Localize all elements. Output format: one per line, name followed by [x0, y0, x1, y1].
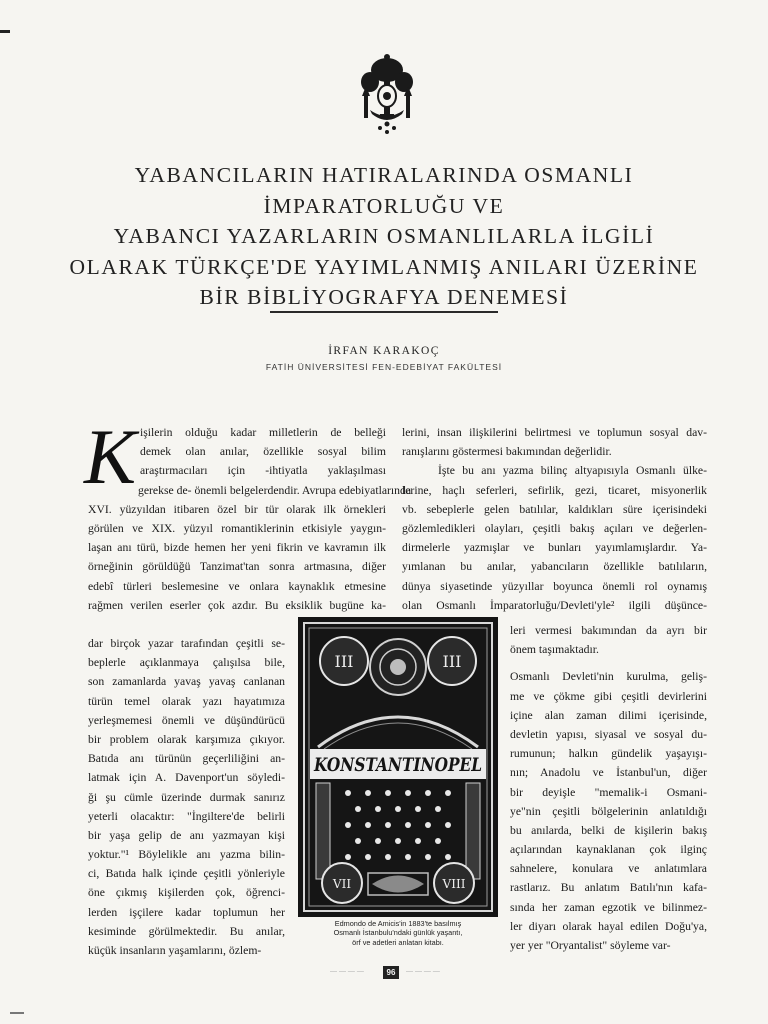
figure-caption — [296, 919, 500, 947]
text-line: dar birçok yazar tarafından çeşitli se- — [88, 637, 285, 650]
title-line: İMPARATORLUĞU VE — [263, 193, 505, 218]
caption-line: Edmondo de Amicis'in 1883'te basılmış — [334, 919, 462, 928]
cover-numeral: III — [442, 652, 462, 671]
book-cover-figure — [298, 617, 498, 917]
text-line: laşan anı türü, bizde hemen her yeni fikrin ve kavramın ilk — [88, 541, 386, 555]
cover-numeral: III — [334, 652, 354, 671]
title-line: BİR BİBLİYOGRAFYA DENEMESİ — [199, 285, 569, 309]
text-line: XVI. yüzyıldan itibaren özel bir tür olarak ilk örnekleri — [88, 502, 386, 516]
text-line: açılarından kaynaklanan çok ilginç — [510, 843, 707, 857]
cover-numeral: VII — [332, 877, 352, 891]
cover-title: KONSTANTINOPEL — [313, 754, 482, 776]
text-line: yeterli olacaktır: "İngiltere'de belirli — [88, 809, 285, 823]
text-line: içine alan zaman dilimi içerisinde, — [510, 708, 707, 722]
title-divider — [270, 311, 498, 313]
text-line: rastlarız. Bu anlatım Batılı'nın kafa- — [510, 881, 707, 895]
text-line: ler diyarı olarak hayal edilen Doğu'ya, — [510, 919, 707, 933]
caption-line: örf ve adetleri anlatan kitabı. — [352, 937, 444, 947]
text-line: bu anılarda, belki de kişilerin bakış — [510, 823, 707, 837]
text-line: rumunun; halkın gündelik yaşayışı- — [510, 747, 707, 761]
text-line: demek olan anılar, özellikle sosyal bilim — [140, 445, 386, 459]
body-column-left-lower — [88, 634, 285, 960]
text-line: bir deyişle "memalik-i Osmani- — [510, 785, 707, 799]
page-footer — [310, 966, 460, 980]
body-column-right-top — [402, 423, 707, 615]
text-line: görülen ve XIX. yüzyıl romantiklerinin etkisiyle yaygın- — [88, 521, 386, 535]
text-line: sında her zaman egzotik ve bilinmez- — [510, 900, 707, 914]
text-line: işilerin olduğu kadar milletlerin de belleği — [140, 426, 386, 439]
text-line: türün temel olarak yazı hayatımıza — [88, 694, 285, 708]
cover-numeral: VIII — [442, 877, 466, 891]
text-line: beplerle açıklanmaya çalışılsa bile, — [88, 656, 285, 670]
body-column-left-top — [84, 413, 412, 615]
text-line: Osmanlı Devleti'nin kurulma, geliş- — [510, 670, 707, 684]
text-line: lerini, insan ilişkilerini belirtmesi ve toplumun sosyal dav- — [402, 426, 707, 439]
text-line: nın; Anadolu ve İstanbul'un, diğer — [510, 766, 707, 780]
title-line: YABANCILARIN HATIRALARINDA OSMANLI — [134, 163, 634, 187]
text-line: devletin yapısı, siyasal ve sosyal du- — [510, 727, 707, 741]
text-line: yoktur."¹ Böylelikle anı yazma bilin- — [88, 848, 285, 862]
text-line: son zamanlarda yavaş yavaş canlanan — [88, 675, 285, 689]
text-line: ği şu cümle üzerinde durmak sanırız — [88, 790, 285, 804]
text-line: dirmelerle yazmışlar ve bunları yayımlamışlardır. Ya- — [402, 541, 707, 555]
text-line: bir problem olarak karşımıza çıkıyor. — [88, 732, 285, 746]
footer-left-text: — — — — — [330, 968, 364, 975]
text-line: ye"nin çeşitli bölgelerinin anlatıldığı — [510, 804, 707, 818]
text-line: me ve çökme gibi çeşitli devirlerini — [510, 689, 707, 703]
title-line: YABANCI YAZARLARIN OSMANLILARLA İLGİLİ — [113, 224, 655, 248]
body-column-right-lower — [510, 621, 707, 955]
title-line: OLARAK TÜRKÇE'DE YAYIMLANMIŞ ANILARI ÜZERİNE — [69, 254, 699, 279]
text-line: öne çıkmış kişilerden çok, öğrenci- — [88, 886, 285, 900]
text-line: yer yer "Oryantalist" söyleme var- — [510, 939, 671, 952]
text-line: gerekse de- önemli belgelerdendir. Avrupa edebiyatlarında — [138, 483, 412, 497]
drop-cap: K — [84, 413, 137, 500]
article-title — [60, 160, 708, 313]
text-line: ranışlarını göstermesi bakımından değerlidir. — [402, 445, 612, 459]
text-line: edebî türleri beslemesine ve onlara kaynaklık etmesine — [88, 579, 386, 593]
scan-edge-mark-bottom — [10, 1012, 24, 1014]
author-name: İRFAN KARAKOÇ — [328, 345, 440, 357]
text-line: örneğinin görüldüğü Tanzimat'tan sonra artmasına, diğer — [88, 560, 386, 574]
text-line: sahnelere, konulara ve anlatımlara — [510, 862, 707, 876]
book-cover-illustration — [298, 617, 498, 917]
text-line: küçük insanların yaşamlarını, özlem- — [88, 944, 262, 957]
footer-right-text: — — — — — [406, 968, 440, 975]
author-affiliation: FATİH ÜNİVERSİTESİ FEN-EDEBİYAT FAKÜLTESİ — [265, 362, 503, 372]
text-line: latmak için A. Davenport'un söyledi- — [88, 771, 285, 785]
text-line: lerine, haçlı seferleri, sefirlik, gezi, ticaret, misyonerlik — [402, 483, 707, 497]
text-line: olan Osmanlı İmparatorluğu/Devleti'yle² ilgili düşünce- — [402, 598, 707, 612]
text-line: dünya siyasetinde yüzyıllar boyunca önemli rol oynamış — [402, 579, 707, 593]
text-line: yımlanan bu anılar, yabancıların özellikle batılıların, — [402, 560, 707, 574]
page-number: 96 — [383, 966, 399, 979]
ottoman-coat-of-arms-icon — [358, 52, 416, 138]
text-line: vb. sebeplerle gelen batılılar, kaldıkları süre içerisindeki — [402, 502, 707, 516]
text-line: gözlemledikleri olayları, çeşitli bakış açıları ve değerlen- — [402, 521, 707, 535]
text-line: İşte bu anı yazma bilinç altyapısıyla Osmanlı ülke- — [438, 464, 707, 478]
text-line: yerleşmemesi önemli ve düşündürücü — [88, 713, 285, 727]
text-line: araştırmacıları için -ihtiyatla yaklaşılması — [140, 464, 386, 478]
text-line: Batıda anı türünün geçerliliğini an- — [88, 752, 285, 766]
caption-line: Osmanlı İstanbulu'ndaki günlük yaşantı, — [333, 928, 463, 938]
text-line: ci, Batıda halk içinde çeşitli yönleriyle — [88, 867, 285, 881]
text-line: kesiminde görülmektedir. Bu anılar, — [88, 924, 285, 938]
text-line: lerden işçilere kadar toplumun her — [88, 905, 285, 919]
text-line: leri vermesi bakımından da ayrı bir — [510, 624, 707, 637]
text-line: rağmen verilen eserler çok azdır. Bu eksiklik bugüne ka- — [88, 598, 386, 612]
scan-edge-mark — [0, 30, 10, 33]
text-line: bir yaşa gelip de anı yazmayan kişi — [88, 828, 285, 842]
text-line: önem taşımaktadır. — [510, 643, 599, 657]
